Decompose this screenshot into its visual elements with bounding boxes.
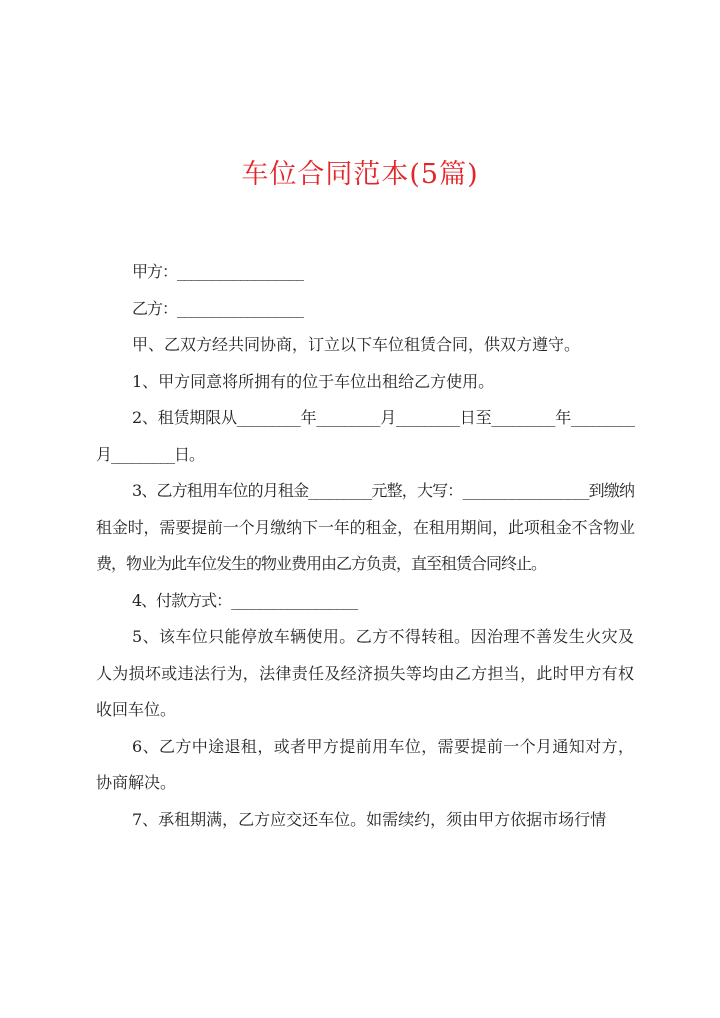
document-body	[96, 254, 634, 838]
clause-6: 6、乙方中途退租，或者甲方提前用车位，需要提前一个月通知对方，协商解决。	[96, 736, 634, 792]
clause-3: 3、乙方租用车位的月租金_________元整，大写：__________________到缴纳租金时，需要提前一个月缴纳下一年的租金，在租用期间，此项租金不含物业费，物业为此车位发生的物业费用由乙方负责，直至租赁合同终止。	[96, 481, 634, 573]
intro-paragraph: 甲、乙双方经共同协商，订立以下车位租赁合同，供双方遵守。	[132, 335, 581, 354]
clause-2: 2、租赁期限从_________年_________月_________日至_________年_________月_________日。	[96, 408, 634, 464]
clause-4: 4、付款方式：__________________	[132, 590, 358, 610]
clause-5: 5、该车位只能停放车辆使用。乙方不得转租。因治理不善发生火灾及人为损坏或违法行为，法律责任及经济损失等均由乙方担当，此时甲方有权收回车位。	[96, 627, 634, 719]
party-b-line: 乙方：__________________	[132, 298, 304, 318]
document-title: 车位合同范本(5篇)	[241, 159, 479, 190]
clause-1: 1、甲方同意将所拥有的位于车位出租给乙方使用。	[132, 371, 495, 391]
clause-7: 7、承租期满，乙方应交还车位。如需续约，须由甲方依据市场行情	[132, 809, 607, 829]
party-a-line: 甲方：__________________	[132, 262, 304, 281]
